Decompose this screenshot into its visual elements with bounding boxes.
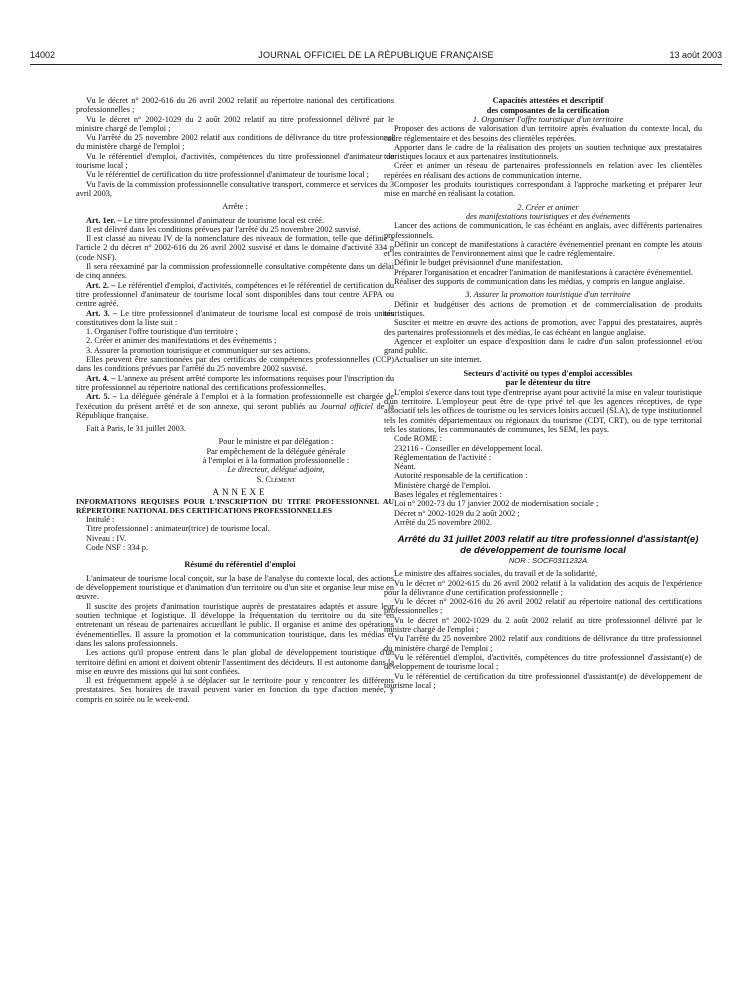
left-column: [76, 96, 394, 704]
article-text: Le titre professionnel d'animateur de tourisme local est créé.: [123, 215, 325, 225]
list-item: 2. Créer et animer des manifestations et des événements ;: [86, 336, 277, 346]
issue-date: 13 août 2003: [669, 50, 722, 60]
visa: Vu le référentiel de certification du titre professionnel d'assistant(e) de développement de tourisme local ;: [384, 671, 702, 690]
article-text: de la République française.: [76, 401, 394, 420]
info-line: Bases légales et réglementaires :: [394, 489, 502, 499]
signature-line: Pour le ministre et par délégation :: [218, 437, 334, 447]
subsection-heading: 3. Assurer la promotion touristique d'un territoire: [465, 290, 631, 300]
paragraph: Il suscite des projets d'animation touristique auprès de prestataires adaptés et assure leur soutien technique et logistique. Il développe la fréquentation du territoire ou du site en entretenant un réseau de partenaires accueillant le public. Il organise et anime des opérations événementielles. Il assure la promotion et la communication touristique, dans les médias et dans les salons professionnels.: [76, 601, 394, 648]
signatory-name: S. Clément: [256, 474, 296, 484]
paragraph: Définir le budget prévisionnel d'une manifestation.: [394, 258, 563, 268]
decree-title: Arrêté du 31 juillet 2003 relatif au titre professionnel d'assistant(e) de développement de tourisme local: [397, 534, 699, 556]
article-text: Le référentiel d'emploi, d'activités, compétences et le référentiel de certification du titre professionnel d'animateur de tourisme local sont disponibles dans tout centre AFPA ou centre agréé.: [76, 280, 395, 309]
info-line: Réglementation de l'activité :: [394, 452, 492, 462]
article-label: Art. 4. –: [86, 373, 116, 383]
info-line: 232116 - Conseiller en développement local.: [394, 443, 543, 453]
annexe-line: Niveau : IV.: [86, 533, 127, 543]
list-item: 3. Assurer la promotion touristique et communiquer sur ses actions.: [86, 345, 311, 355]
signature-line: à l'emploi et à la formation professionnelle :: [202, 455, 350, 465]
paragraph: Proposer des actions de valorisation d'un territoire après évaluation du contexte local, du cadre réglementaire et des besoins des clientèles repérées.: [384, 124, 702, 143]
article-text: L'annexe au présent arrêté comporte les informations requises pour l'inscription du titre professionnel au répertoire national des certifications professionnelles.: [76, 373, 394, 392]
paragraph: Apporter dans le cadre de la réalisation des projets un soutien technique aux prestataires touristiques locaux et aux partenaires institutionnels.: [384, 142, 702, 162]
section-heading: Résumé du référentiel d'emploi: [184, 560, 296, 570]
info-line: Loi n° 2002-73 du 17 janvier 2002 de modernisation sociale ;: [394, 499, 599, 509]
article-text: Il est classé au niveau IV de la nomenclature des niveaux de formation, telle que définie à l'article 2 du décret n° 2002-616 du 26 avril 2002 susvisé et dans le domaine d'activité 334 p (code NSF).: [76, 234, 394, 262]
paragraph: L'emploi s'exerce dans tout type d'entreprise ayant pour activité la mise en valeur touristique d'un territoire. L'employeur peut être de type privé tel que les agences réceptives, de type associatif tels les offices de tourisme ou les services loisirs accueil (SLA), de type institutionnel tels les comités départementaux ou régionaux du tourisme (CDT, CRT), ou de type territorial tels les stations, les communautés de communes, les SEM, les pays.: [384, 387, 702, 434]
nor-reference: NOR : SOCF0311232A: [508, 555, 588, 565]
visa: Vu le référentiel d'emploi, d'activités, compétences du titre professionnel d'animateur de tourisme local ;: [76, 151, 394, 171]
article-label: Art. 2. –: [86, 280, 116, 290]
list-item: 1. Organiser l'offre touristique d'un territoire ;: [86, 327, 238, 337]
signature-line: Par empêchement de la déléguée générale: [206, 446, 346, 456]
paragraph: Agencer et exploiter un espace d'exposition dans le cadre d'un salon professionnel et/ou grand public.: [384, 336, 702, 356]
annexe-line: Code NSF : 334 p.: [86, 543, 149, 553]
article-text: Le titre professionnel d'animateur de tourisme local est composé de trois unités constitutives dont la liste suit :: [76, 308, 395, 327]
annexe-heading: INFORMATIONS REQUISES POUR L'INSCRIPTION DU TITRE PROFESSIONNEL AU RÉPERTOIRE NATIONAL DES CERTIFICATIONS PROFESSIONNELLES: [76, 497, 394, 516]
visa: Vu le décret n° 2002-1029 du 2 août 2002 relatif au titre professionnel délivré par le ministre chargé de l'emploi ;: [384, 615, 702, 635]
visa: Vu le décret n° 2002-1029 du 2 août 2002 relatif au titre professionnel délivré par le ministre chargé de l'emploi ;: [76, 114, 394, 133]
paragraph: Réaliser des supports de communication dans les médias, y compris en langue anglaise.: [394, 277, 685, 287]
article-label: Art. 5. –: [86, 392, 117, 402]
signature-date: Fait à Paris, le 31 juillet 2003.: [86, 424, 187, 434]
signatory-title: Le directeur, délégué adjoint,: [227, 465, 325, 475]
visa: Vu l'avis de la commission professionnelle consultative transport, commerce et services du 3 avril 2003,: [76, 179, 394, 198]
visa: Vu l'arrêté du 25 novembre 2002 relatif aux conditions de délivrance du titre professionnel du ministère chargé de l'emploi ;: [384, 634, 702, 653]
article-text: Il est délivré dans les conditions prévues par l'arrêté du 25 novembre 2002 susvisé.: [86, 224, 361, 234]
paragraph: Composer les produits touristiques correspondant à l'approche marketing et préparer leur mise en marché en réalisant la cotation.: [384, 180, 702, 199]
info-line: Autorité responsable de la certification :: [394, 471, 528, 481]
paragraph: Préparer l'organisation et encadrer l'animation de manifestations à caractère événementiel.: [394, 267, 694, 277]
visa: Vu le référentiel d'emploi, d'activités, compétences du titre professionnel d'assistant(e) de développement de tourisme local ;: [384, 652, 702, 672]
paragraph: Définir un concept de manifestations à caractère événementiel prenant en compte les atouts et les contraintes de l'environnement ainsi que le cadre réglementaire.: [384, 239, 702, 259]
paragraph: Lancer des actions de communication, le cas échéant en anglais, avec différents partenaires professionnels.: [384, 221, 702, 240]
article-label: Art. 3. –: [86, 308, 118, 318]
visa: Vu le référentiel de certification du titre professionnel d'animateur de tourisme local ;: [86, 170, 369, 180]
paragraph: Définir et budgétiser des actions de promotion et de commercialisation de produits touristiques.: [384, 299, 702, 318]
header-rule: [30, 64, 722, 65]
visa: Vu le décret n° 2002-615 du 26 avril 2002 relatif à la validation des acquis de l'expérience pour la délivrance d'une certification professionnelle ;: [384, 578, 702, 597]
article-text: Elles peuvent être sanctionnées par des certificats de compétences professionnelles (CCP) dans les conditions prévues par l'arrêté du 25 novembre 2002 susvisé.: [76, 355, 394, 374]
article-text: Il sera réexaminé par la commission professionnelle consultative compétente dans un délai de cinq années.: [76, 262, 394, 281]
section-heading: par le détenteur du titre: [505, 378, 591, 388]
subsection-heading: des manifestations touristiques et des événements: [465, 211, 631, 221]
paragraph: Susciter et mettre en œuvre des actions de promotion, avec l'appui des prestataires, auprès des partenaires professionnels et des médias, le cas échéant en langue anglaise.: [384, 318, 702, 337]
article-label: Art. 1er. –: [86, 215, 122, 225]
paragraph: L'animateur de tourisme local conçoit, sur la base de l'analyse du contexte local, des actions de développement touristique et d'animation d'un territoire ou d'un site et organise leur mise en œuvre.: [76, 573, 394, 602]
arrete-label: Arrête :: [222, 202, 248, 212]
paragraph: Actualiser un site internet.: [394, 355, 482, 365]
paragraph: Les actions qu'il propose entrent dans le plan global de développement touristique d'un territoire défini en amont et doivent obtenir l'assentiment des décideurs. Il est autonome dans la mise en œuvre des missions qui lui sont confiées.: [76, 648, 394, 676]
section-heading: des composantes de la certification: [486, 105, 610, 115]
paragraph: Il est fréquemment appelé à se déplacer sur le territoire pour y rencontrer les différents prestataires. Ses horaires de travail peuvent varier en fonction du type d'action menée, y compris en soirée ou le week-end.: [76, 676, 394, 704]
info-line: Décret n° 2002-1029 du 2 août 2002 ;: [394, 508, 520, 518]
annexe-title: ANNEXE: [212, 486, 268, 497]
info-line: Néant.: [394, 462, 416, 472]
visa: Vu le décret n° 2002-616 du 26 avril 2002 relatif au répertoire national des certifications professionnelles ;: [76, 96, 394, 115]
visa: Vu le décret n° 2002-616 du 26 avril 2002 relatif au répertoire national des certifications professionnelles ;: [384, 597, 702, 616]
article-text: La déléguée générale à l'emploi et à la formation professionnelle est chargée de l'exécution du présent arrêté et de son annexe, qui seront publiés au: [76, 392, 395, 411]
annexe-line: Intitulé :: [86, 515, 115, 525]
visa: Vu l'arrêté du 25 novembre 2002 relatif aux conditions de délivrance du titre professionnel du ministère chargé de l'emploi ;: [76, 133, 394, 152]
paragraph: Le ministre des affaires sociales, du travail et de la solidarité,: [394, 569, 598, 579]
journal-name: Journal officiel: [320, 401, 373, 411]
right-column: [384, 96, 702, 690]
page-number: 14002: [30, 50, 56, 60]
info-line: Ministère chargé de l'emploi.: [394, 480, 491, 490]
subsection-heading: 1. Organiser l'offre touristique d'un territoire: [472, 115, 624, 124]
subsection-heading: 2. Créer et animer: [517, 202, 579, 212]
section-heading: Secteurs d'activité ou types d'emploi accessibles: [463, 368, 633, 378]
section-heading: Capacités attestées et descriptif: [492, 96, 604, 105]
journal-title: JOURNAL OFFICIEL DE LA RÉPUBLIQUE FRANÇAISE: [258, 50, 494, 60]
paragraph: Créer et animer un réseau de partenaires professionnels en relation avec les clientèles repérées en réalisant des actions de communication interne.: [384, 161, 702, 180]
info-line: Arrêté du 25 novembre 2002.: [394, 517, 492, 527]
info-line: Code ROME :: [394, 434, 442, 444]
annexe-line: Titre professionnel : animateur(trice) de tourisme local.: [86, 524, 270, 534]
page-header: [30, 50, 722, 64]
